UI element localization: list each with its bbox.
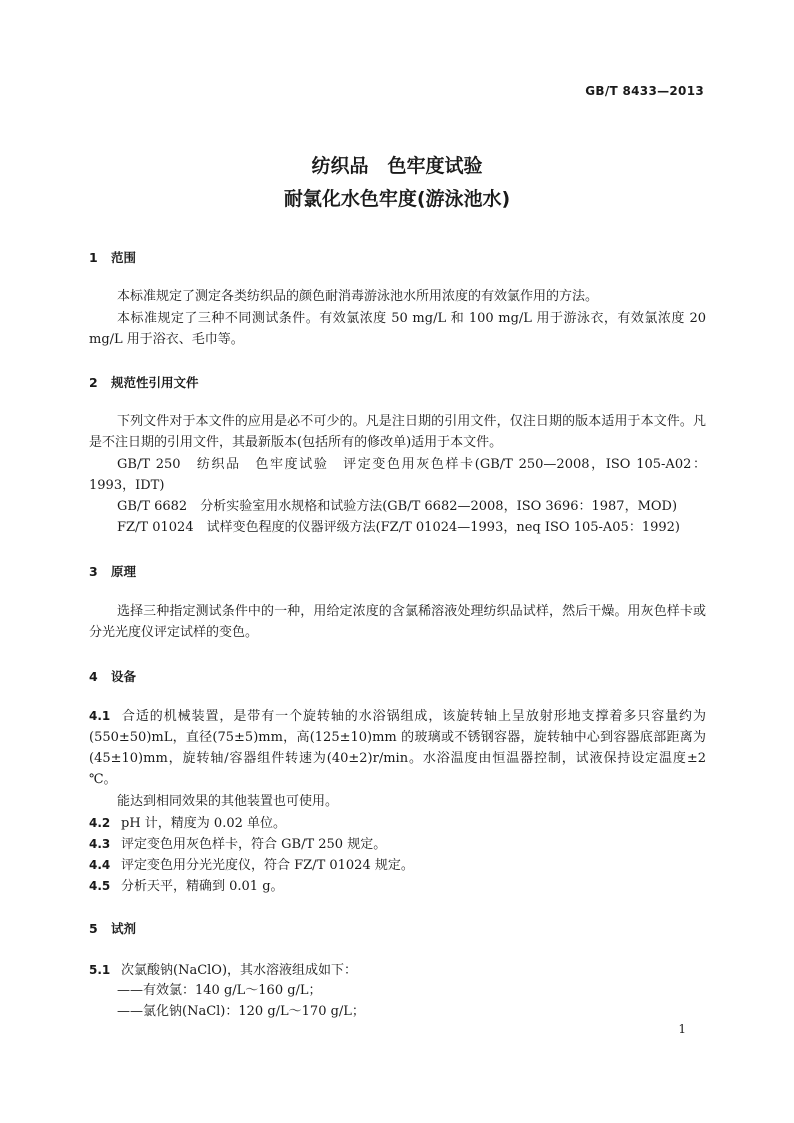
section-title: 原理 xyxy=(111,564,137,579)
standard-number: GB/T 8433—2013 xyxy=(585,84,704,98)
item-text: 分析天平，精确到 0.01 g。 xyxy=(121,879,284,894)
section-number: 1 xyxy=(89,250,98,265)
section-title: 规范性引用文件 xyxy=(111,375,199,390)
reference-gbt250: GB/T 250 纺织品 色牢度试验 评定变色用灰色样卡(GB/T 250—2008，ISO 105-A02：1993，IDT) xyxy=(89,457,706,493)
item-5-1 xyxy=(89,960,357,981)
section-title: 设备 xyxy=(111,669,137,684)
item-number: 4.1 xyxy=(89,709,111,723)
item-4-1-note: 能达到相同效果的其他装置也可使用。 xyxy=(117,794,339,809)
section-number: 2 xyxy=(89,375,98,390)
item-4-2 xyxy=(89,813,286,834)
item-text: 次氯酸钠(NaClO)，其水溶液组成如下： xyxy=(121,963,358,978)
reference-fzt01024: FZ/T 01024 试样变色程度的仪器评级方法(FZ/T 01024—1993，neq ISO 105-A05：1992) xyxy=(117,520,680,535)
item-4-5 xyxy=(89,876,284,897)
section-number: 3 xyxy=(89,564,98,579)
section-3-heading xyxy=(89,562,136,580)
item-number: 4.3 xyxy=(89,837,111,851)
item-4-1 xyxy=(89,706,706,790)
section-1-paragraph-1: 本标准规定了测定各类纺织品的颜色耐消毒游泳池水所用浓度的有效氯作用的方法。 xyxy=(117,289,599,304)
item-number: 4.2 xyxy=(89,816,111,830)
section-1-paragraph-2: 本标准规定了三种不同测试条件。有效氯浓度 50 mg/L 和 100 mg/L 用于游泳衣，有效氯浓度 20 mg/L 用于浴衣、毛巾等。 xyxy=(89,311,706,347)
composition-available-chlorine: ——有效氯：140 g/L～160 g/L； xyxy=(117,983,322,998)
composition-sodium-chloride: ——氯化钠(NaCl)：120 g/L～170 g/L； xyxy=(117,1004,365,1019)
reference-gbt6682: GB/T 6682 分析实验室用水规格和试验方法(GB/T 6682—2008，ISO 3696：1987，MOD) xyxy=(117,499,678,514)
document-title-line2: 耐氯化水色牢度(游泳池水) xyxy=(283,188,511,210)
page-number: 1 xyxy=(678,1022,686,1036)
section-number: 5 xyxy=(89,921,98,936)
document-title-line1: 纺织品 色牢度试验 xyxy=(311,155,483,177)
section-number: 4 xyxy=(89,669,98,684)
item-number: 5.1 xyxy=(89,963,111,977)
section-title: 试剂 xyxy=(111,921,137,936)
item-number: 4.5 xyxy=(89,879,111,893)
section-1-heading xyxy=(89,248,136,266)
section-2-paragraph-1: 下列文件对于本文件的应用是必不可少的。凡是注日期的引用文件，仅注日期的版本适用于本文件。凡是不注日期的引用文件，其最新版本(包括所有的修改单)适用于本文件。 xyxy=(89,414,706,450)
item-number: 4.4 xyxy=(89,858,111,872)
section-3-paragraph-1: 选择三种指定测试条件中的一种，用给定浓度的含氯稀溶液处理纺织品试样，然后干燥。用灰色样卡或分光光度仪评定试样的变色。 xyxy=(89,604,706,640)
item-text: 评定变色用灰色样卡，符合 GB/T 250 规定。 xyxy=(121,837,387,852)
section-5-heading xyxy=(89,919,136,937)
item-text: 评定变色用分光光度仪，符合 FZ/T 01024 规定。 xyxy=(121,858,414,873)
section-2-heading xyxy=(89,373,199,391)
item-text: 合适的机械装置，是带有一个旋转轴的水浴锅组成，该旋转轴上呈放射形地支撑着多只容量约为(550±50)mL，直径(75±5)mm，高(125±10)mm 的玻璃或不锈钢容器，旋转轴中心到容器底部距离为(45±10)mm，旋转轴/容器组件转速为(40±2)r/min。水浴温度由恒温器控制，试液保持设定温度±2 ℃。 xyxy=(89,709,706,787)
section-title: 范围 xyxy=(111,250,137,265)
item-4-3 xyxy=(89,834,386,855)
section-4-heading xyxy=(89,667,136,685)
item-4-4 xyxy=(89,855,414,876)
item-text: pH 计，精度为 0.02 单位。 xyxy=(121,816,287,831)
